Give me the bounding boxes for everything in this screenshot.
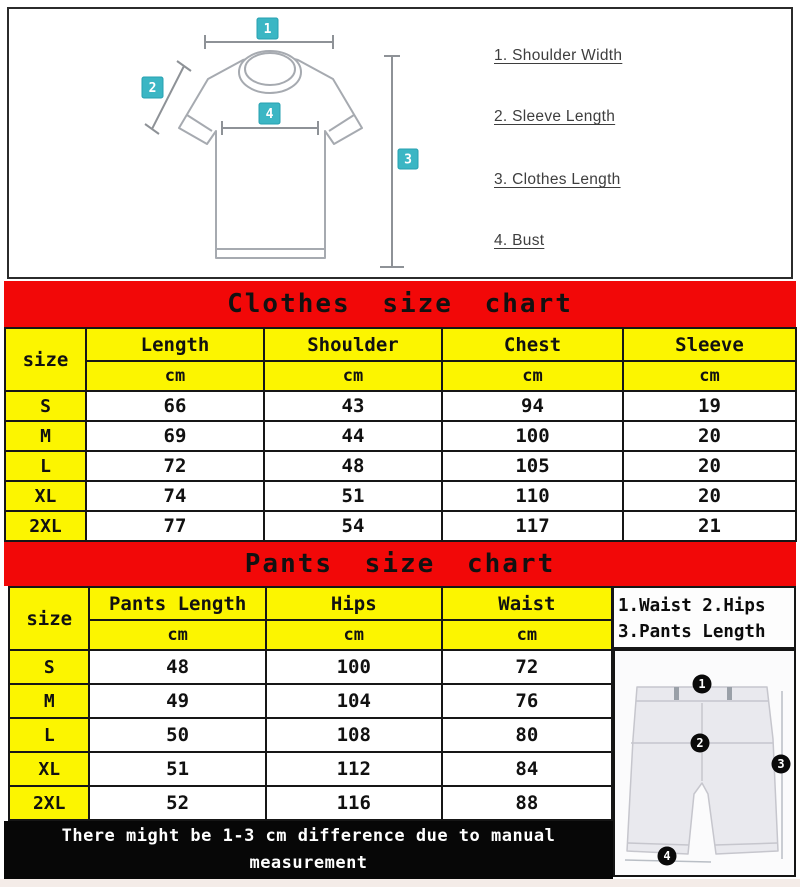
measurement-legend [494, 0, 784, 281]
size-cell: S [9, 650, 89, 684]
note-line-1: There might be 1-3 cm difference due to manual [61, 826, 556, 846]
table-row [9, 718, 612, 752]
table-row [5, 391, 796, 421]
table-row [5, 421, 796, 451]
value-cell: 54 [264, 511, 442, 541]
value-cell: 88 [442, 786, 612, 820]
badge-4-number: 4 [265, 107, 274, 122]
column-header-sleeve: Sleeve [623, 328, 796, 361]
value-cell: 20 [623, 481, 796, 511]
pants-table-column [4, 586, 613, 879]
value-cell: 94 [442, 391, 623, 421]
value-cell: 116 [266, 786, 442, 820]
unit-cell: cm [623, 361, 796, 391]
size-cell: L [5, 451, 86, 481]
unit-cell: cm [89, 620, 265, 650]
value-cell: 20 [623, 451, 796, 481]
value-cell: 19 [623, 391, 796, 421]
shorts-badge-3-number: 3 [777, 757, 785, 771]
value-cell: 100 [266, 650, 442, 684]
pants-chart-title: Pants size chart [244, 549, 556, 579]
value-cell: 44 [264, 421, 442, 451]
value-cell: 69 [86, 421, 264, 451]
column-header-chest: Chest [442, 328, 623, 361]
value-cell: 100 [442, 421, 623, 451]
value-cell: 72 [86, 451, 264, 481]
value-cell: 74 [86, 481, 264, 511]
pants-legend-line-1: 1.Waist 2.Hips [618, 596, 766, 616]
pants-unit-row [9, 620, 612, 650]
clothes-chart-banner [4, 281, 796, 327]
value-cell: 48 [89, 650, 265, 684]
pants-diagram-column [613, 586, 796, 877]
table-row [9, 786, 612, 820]
value-cell: 66 [86, 391, 264, 421]
pants-section [4, 586, 800, 879]
label-shoulder-width: 1. Shoulder Width [494, 47, 623, 64]
value-cell: 48 [264, 451, 442, 481]
size-cell: 2XL [9, 786, 89, 820]
badge-3-number: 3 [404, 152, 412, 168]
table-row [5, 451, 796, 481]
unit-cell: cm [266, 620, 442, 650]
note-line-2: measurement [249, 853, 368, 873]
tshirt-outline [179, 51, 362, 258]
badge-1-number: 1 [263, 22, 272, 37]
clothes-chart-title: Clothes size chart [227, 289, 573, 319]
clothes-header-row [5, 328, 796, 361]
size-cell: L [9, 718, 89, 752]
badge-2-number: 2 [148, 81, 157, 96]
value-cell: 72 [442, 650, 612, 684]
table-row [9, 650, 612, 684]
column-header-shoulder: Shoulder [264, 328, 442, 361]
unit-cell: cm [442, 361, 623, 391]
shorts-diagram-frame [613, 649, 796, 877]
garment-diagram-section [0, 0, 800, 281]
shorts-badge-2-number: 2 [696, 736, 704, 750]
size-cell: M [9, 684, 89, 718]
value-cell: 77 [86, 511, 264, 541]
column-header-waist: Waist [442, 587, 612, 620]
size-cell: XL [5, 481, 86, 511]
value-cell: 51 [264, 481, 442, 511]
value-cell: 110 [442, 481, 623, 511]
pants-header-row [9, 587, 612, 620]
pants-legend-line-2: 3.Pants Length [618, 622, 766, 642]
shorts-badge-4-number: 4 [663, 849, 671, 863]
value-cell: 49 [89, 684, 265, 718]
shorts-diagram [615, 651, 794, 875]
pants-chart-banner [4, 542, 796, 586]
label-bust: 4. Bust [494, 232, 545, 249]
table-row [5, 511, 796, 541]
clothes-unit-row [5, 361, 796, 391]
unit-cell: cm [442, 620, 612, 650]
column-header-length: Length [86, 328, 264, 361]
value-cell: 84 [442, 752, 612, 786]
bottom-margin [0, 879, 800, 887]
table-row [9, 752, 612, 786]
value-cell: 76 [442, 684, 612, 718]
value-cell: 21 [623, 511, 796, 541]
value-cell: 112 [266, 752, 442, 786]
value-cell: 20 [623, 421, 796, 451]
value-cell: 52 [89, 786, 265, 820]
tshirt-diagram [0, 0, 460, 281]
size-cell: M [5, 421, 86, 451]
clothes-size-header: size [5, 328, 86, 391]
pants-measure-legend [613, 586, 796, 649]
value-cell: 104 [266, 684, 442, 718]
size-cell: 2XL [5, 511, 86, 541]
pants-size-table [8, 586, 613, 821]
value-cell: 117 [442, 511, 623, 541]
pants-size-header: size [9, 587, 89, 650]
size-cell: S [5, 391, 86, 421]
label-sleeve-length: 2. Sleeve Length [494, 108, 616, 125]
value-cell: 51 [89, 752, 265, 786]
measurement-note [4, 821, 613, 879]
clothes-size-table [4, 327, 797, 542]
column-header-hips: Hips [266, 587, 442, 620]
column-header-pants-length: Pants Length [89, 587, 265, 620]
value-cell: 50 [89, 718, 265, 752]
unit-cell: cm [264, 361, 442, 391]
table-row [9, 684, 612, 718]
shorts-outline [627, 687, 778, 854]
size-cell: XL [9, 752, 89, 786]
label-clothes-length: 3. Clothes Length [494, 171, 621, 188]
value-cell: 80 [442, 718, 612, 752]
table-row [5, 481, 796, 511]
value-cell: 105 [442, 451, 623, 481]
value-cell: 108 [266, 718, 442, 752]
unit-cell: cm [86, 361, 264, 391]
value-cell: 43 [264, 391, 442, 421]
shorts-badge-1-number: 1 [698, 677, 706, 691]
